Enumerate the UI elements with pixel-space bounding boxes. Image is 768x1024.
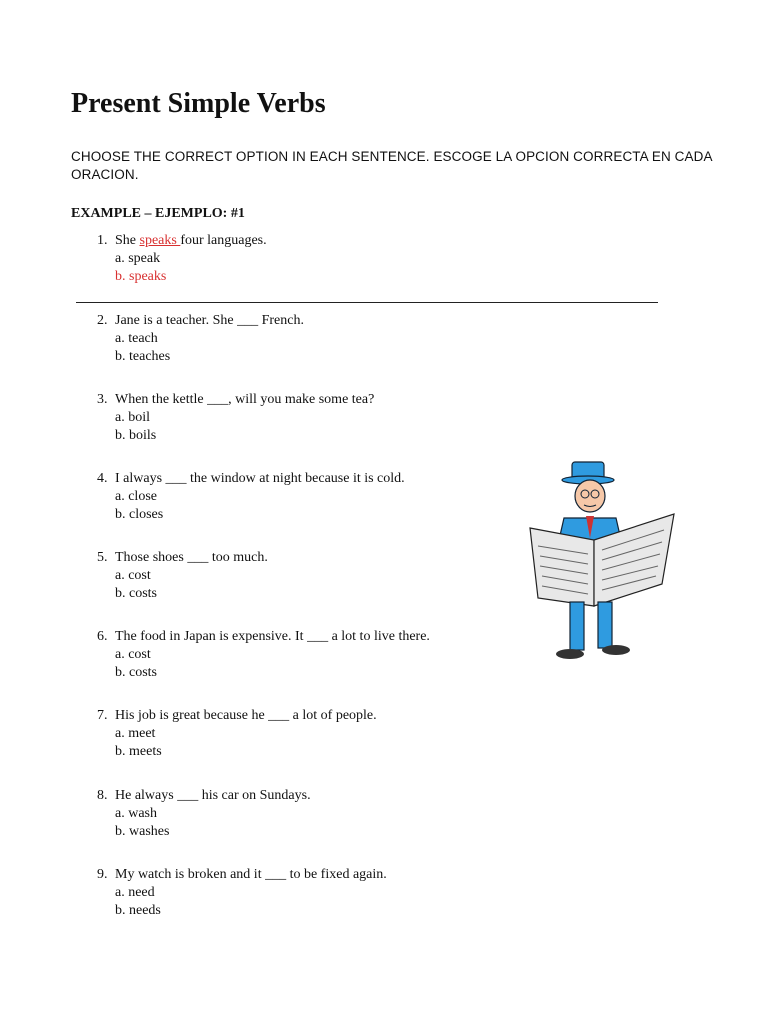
question-number: 9. <box>97 867 108 882</box>
question-text: My watch is broken and it ___ to be fixed again. <box>115 867 387 882</box>
question-5 <box>97 549 268 603</box>
option-a: a. cost <box>115 568 151 583</box>
option-b: b. closes <box>115 507 164 522</box>
question-3 <box>97 391 374 445</box>
option-a: a. close <box>115 489 157 504</box>
question-number: 7. <box>97 708 108 723</box>
question-text: He always ___ his car on Sundays. <box>115 788 311 803</box>
question-8 <box>97 787 311 841</box>
question-6 <box>97 628 430 682</box>
question-text: Jane is a teacher. She ___ French. <box>115 313 304 328</box>
question-number: 1. <box>97 233 108 248</box>
option-b: b. meets <box>115 744 162 759</box>
question-number: 3. <box>97 392 108 407</box>
question-text: I always ___ the window at night because it is cold. <box>115 471 405 486</box>
question-number: 4. <box>97 471 108 486</box>
question-number: 2. <box>97 313 108 328</box>
question-text: His job is great because he ___ a lot of people. <box>115 708 377 723</box>
question-4 <box>97 470 405 524</box>
example-question <box>97 232 267 286</box>
example-label: EXAMPLE – EJEMPLO: #1 <box>71 206 245 221</box>
example-answer: speaks <box>139 233 181 248</box>
divider-line <box>76 302 658 303</box>
example-text-before: She <box>115 233 140 248</box>
option-b: b. teaches <box>115 349 171 364</box>
option-b: b. costs <box>115 586 157 601</box>
option-b: b. washes <box>115 824 170 839</box>
instructions: CHOOSE THE CORRECT OPTION IN EACH SENTENCE. ESCOGE LA OPCION CORRECTA EN CADA ORACION. <box>71 149 712 182</box>
option-b: b. needs <box>115 903 161 918</box>
question-number: 8. <box>97 788 108 803</box>
man-reading-newspaper-illustration <box>524 458 684 668</box>
option-a: a. need <box>115 885 155 900</box>
question-text: The food in Japan is expensive. It ___ a lot to live there. <box>115 629 430 644</box>
example-text-after: four languages. <box>180 233 267 248</box>
option-a: a. wash <box>115 806 157 821</box>
option-a: a. speak <box>115 251 161 266</box>
option-b-correct: b. speaks <box>115 269 167 284</box>
option-a: a. cost <box>115 647 151 662</box>
question-text: When the kettle ___, will you make some tea? <box>115 392 375 407</box>
page-title: Present Simple Verbs <box>71 88 326 119</box>
option-a: a. meet <box>115 726 156 741</box>
option-a: a. teach <box>115 331 158 346</box>
question-number: 5. <box>97 550 108 565</box>
question-2 <box>97 312 304 366</box>
option-b: b. boils <box>115 428 157 443</box>
question-number: 6. <box>97 629 108 644</box>
question-9 <box>97 866 387 920</box>
question-7 <box>97 707 377 761</box>
option-b: b. costs <box>115 665 157 680</box>
question-text: Those shoes ___ too much. <box>115 550 268 565</box>
option-a: a. boil <box>115 410 150 425</box>
